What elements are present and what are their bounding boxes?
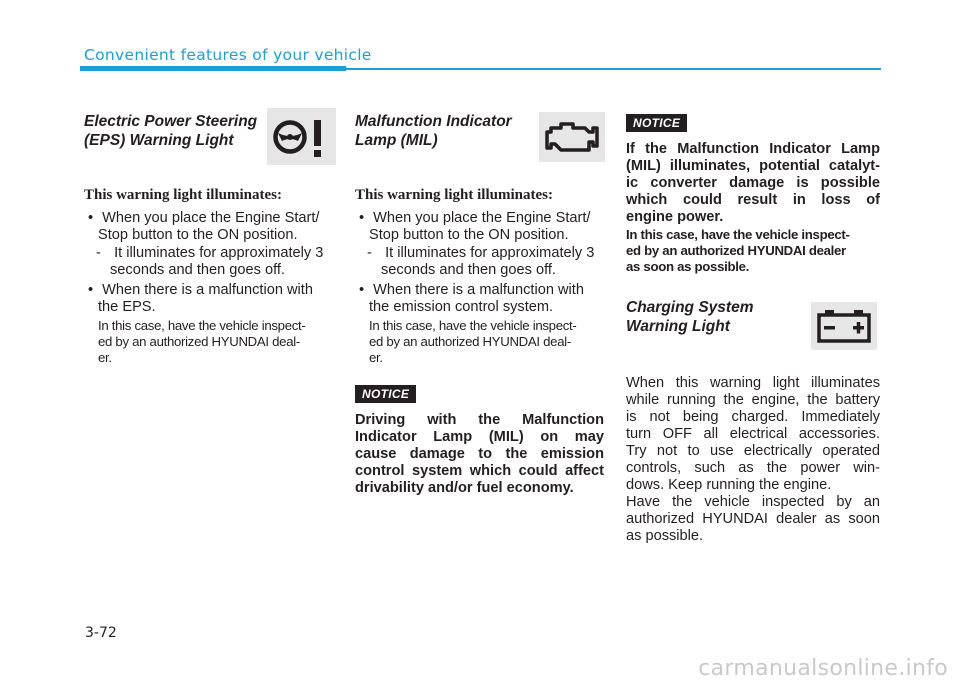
notice2-sub-line: ed by an authorized HYUNDAI dealer bbox=[626, 243, 846, 258]
charging-p1-line: while running the engine, the battery bbox=[626, 392, 880, 408]
mil-notice-line: Indicator Lamp (MIL) on may bbox=[355, 429, 604, 445]
header-title: Convenient features of your vehicle bbox=[84, 46, 372, 64]
eps-note-line: ed by an authorized HYUNDAI deal- bbox=[98, 334, 300, 349]
eps-title-line: Electric Power Steering bbox=[84, 113, 258, 130]
mil-bullet-1-line1: When you place the Engine Start/ bbox=[373, 210, 591, 226]
notice2-badge: NOTICE bbox=[626, 114, 687, 132]
mil-notice-line: control system which could affect bbox=[355, 463, 604, 479]
charging-p1-line: turn OFF all electrical accessories. bbox=[626, 426, 880, 442]
mil-title bbox=[355, 112, 512, 150]
mil-note-line: ed by an authorized HYUNDAI deal- bbox=[369, 334, 571, 349]
mil-sub-1 bbox=[356, 245, 594, 279]
charging-p1-line: is not being charged. Immediately bbox=[626, 409, 880, 425]
notice2-line: If the Malfunction Indicator Lamp bbox=[626, 141, 880, 157]
eps-bullet-1-line2: Stop button to the ON position. bbox=[98, 227, 298, 243]
charging-paragraph-1 bbox=[626, 375, 880, 494]
watermark: carmanualsonline.info bbox=[698, 656, 948, 681]
charging-p2-line: authorized HYUNDAI dealer as soon bbox=[626, 511, 880, 527]
charging-p1-line: controls, such as the power win- bbox=[626, 460, 880, 476]
charging-p2-line: as possible. bbox=[626, 528, 704, 544]
mil-note-line: In this case, have the vehicle inspect- bbox=[369, 318, 577, 333]
notice2-line: ic converter damage is possible bbox=[626, 175, 880, 191]
charging-title-line: Warning Light bbox=[626, 318, 730, 335]
mil-notice-line: cause damage to the emission bbox=[355, 446, 604, 462]
eps-sub-1 bbox=[85, 245, 323, 279]
header-accent-bar bbox=[80, 66, 346, 71]
mil-notice-badge: NOTICE bbox=[355, 385, 416, 403]
eps-bullet-1-line1: When you place the Engine Start/ bbox=[102, 210, 320, 226]
eps-note-line: In this case, have the vehicle inspect- bbox=[98, 318, 306, 333]
mil-sub-1-line2: seconds and then goes off. bbox=[381, 262, 556, 278]
mil-notice-line: Driving with the Malfunction bbox=[355, 412, 604, 428]
notice2-line: engine power. bbox=[626, 209, 724, 225]
mil-title-line: Malfunction Indicator bbox=[355, 113, 512, 130]
notice2-sub-line: In this case, have the vehicle inspect- bbox=[626, 227, 850, 242]
eps-title bbox=[84, 112, 257, 150]
notice2-subtext bbox=[626, 227, 850, 275]
page-number: 3-72 bbox=[85, 625, 117, 641]
eps-bullet-1 bbox=[88, 210, 319, 244]
eps-sub-1-line2: seconds and then goes off. bbox=[110, 262, 285, 278]
notice2-line: (MIL) illuminates, potential catalyt- bbox=[626, 158, 880, 174]
notice2-line: which could result in loss of bbox=[626, 192, 880, 208]
eps-note bbox=[98, 318, 305, 366]
eps-lead: This warning light illuminates: bbox=[84, 187, 282, 203]
mil-lead: This warning light illuminates: bbox=[355, 187, 553, 203]
mil-notice-line: drivability and/or fuel economy. bbox=[355, 480, 574, 496]
mil-note bbox=[369, 318, 576, 366]
mil-bullet-2 bbox=[359, 282, 584, 316]
eps-bullet-2-line2: the EPS. bbox=[98, 299, 156, 315]
charging-paragraph-2 bbox=[626, 494, 880, 545]
mil-title-line: Lamp (MIL) bbox=[355, 132, 438, 149]
eps-bullet-2-line1: When there is a malfunction with bbox=[102, 282, 313, 298]
engine-check-icon bbox=[539, 112, 605, 162]
notice2-text bbox=[626, 141, 880, 226]
mil-notice-text bbox=[355, 412, 604, 497]
charging-p1-line: When this warning light illuminates bbox=[626, 375, 880, 391]
steering-wheel-warning-icon bbox=[267, 108, 336, 165]
header-rule bbox=[346, 68, 881, 70]
charging-title bbox=[626, 298, 753, 336]
eps-title-line: (EPS) Warning Light bbox=[84, 132, 234, 149]
mil-sub-1-line1: It illuminates for approximately 3 bbox=[385, 245, 595, 261]
eps-note-line: er. bbox=[98, 350, 112, 365]
charging-p1-line: Try not to use electrically operated bbox=[626, 443, 880, 459]
mil-note-line: er. bbox=[369, 350, 383, 365]
mil-bullet-1 bbox=[359, 210, 590, 244]
notice2-sub-line: as soon as possible. bbox=[626, 259, 749, 274]
charging-title-line: Charging System bbox=[626, 299, 754, 316]
mil-bullet-2-line2: the emission control system. bbox=[369, 299, 554, 315]
eps-sub-1-line1: It illuminates for approximately 3 bbox=[114, 245, 324, 261]
mil-bullet-2-line1: When there is a malfunction with bbox=[373, 282, 584, 298]
eps-bullet-2 bbox=[88, 282, 313, 316]
charging-p1-line: dows. Keep running the engine. bbox=[626, 477, 832, 493]
mil-bullet-1-line2: Stop button to the ON position. bbox=[369, 227, 569, 243]
charging-p2-line: Have the vehicle inspected by an bbox=[626, 494, 880, 510]
battery-icon bbox=[811, 302, 877, 350]
